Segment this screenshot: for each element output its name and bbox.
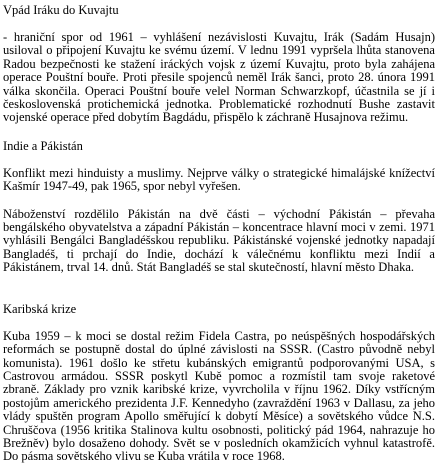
paragraph-iraq-kuwait: - hraniční spor od 1961 – vyhlášení nezávislosti Kuvajtu, Irák (Sadám Husajn) usiloval o připojení Kuvajtu ke svému území. V lednu 1991 vypršela lhůta stanovena Radou bezpečnosti ke stažení iráckých vojsk z území Kuvajtu, proto byla zahájena operace Pouštní bouře. Proti přesile spojenců neměl Irák šanci, proto 28. února 1991 válka skončila. Operaci Pouštní bouře velel Norman Schwarzkopf, účastnila se jí i československá protichemická jednotka. Problematické rozhodnutí Bushe zastavit vojenské operace před dobytím Bagdádu, přispělo k záchraně Husajnova režimu.	[3, 30, 435, 125]
paragraph-kashmir: Konflikt mezi hinduisty a muslimy. Nejprve války o strategické himalájské knížectví Kašmír 1947-49, pak 1965, spor nebyl vyřešen.	[3, 165, 435, 194]
document-page	[3, 3, 435, 464]
section-heading-caribbean-crisis: Karibská krize	[3, 301, 77, 316]
section-heading-india-pakistan: Indie a Pákistán	[3, 138, 83, 153]
paragraph-bangladesh: Náboženství rozdělilo Pákistán na dvě části – východní Pákistán – převaha bengálského obyvatelstva a západní Pákistán – koncentrace hlavní moci v zemi. 1971 vyhlásili Bengálci Bangladéšskou republiku. Pákistánské vojenské jednotky napadají Bangladéš, ti prchají do Indie, dochází k válečnému konfliktu mezi Indií a Pákistánem, trval 14. dnů. Stát Bangladéš se stal skutečností, hlavní město Dhaka.	[3, 206, 435, 275]
paragraph-caribbean-crisis: Kuba 1959 – k moci se dostal režim Fidela Castra, po neúspěšných hospodářských reformách se postupně dostal do úplné závislosti na SSSR. (Castro původně nebyl komunista). 1961 došlo ke střetu kubánských emigrantů podporovanými USA, s Castrovou armádou. SSSR poskytl Kubě pomoc a rozmístil tam svoje raketové zbraně. Základy pro vznik karibské krize, vyvrcholila v říjnu 1962. Díky vstřícným postojům amerického prezidenta J.F. Kennedyho (zavraždění 1963 v Dallasu, za jeho vlády spuštěn program Apollo směřující k dobytí Měsíce) a sovětského vůdce N.S. Chruščova (1956 kritika Stalinova kultu osobnosti, politický pád 1964, nahrazuje ho Brežněv) bylo dosaženo dohody. Svět se v posledních okamžicích vyhnul katastrofě. Do pásma sovětského vlivu se Kuba vrátila v roce 1968.	[3, 328, 435, 464]
section-heading-iraq-kuwait: Vpád Iráku do Kuvajtu	[3, 3, 119, 17]
